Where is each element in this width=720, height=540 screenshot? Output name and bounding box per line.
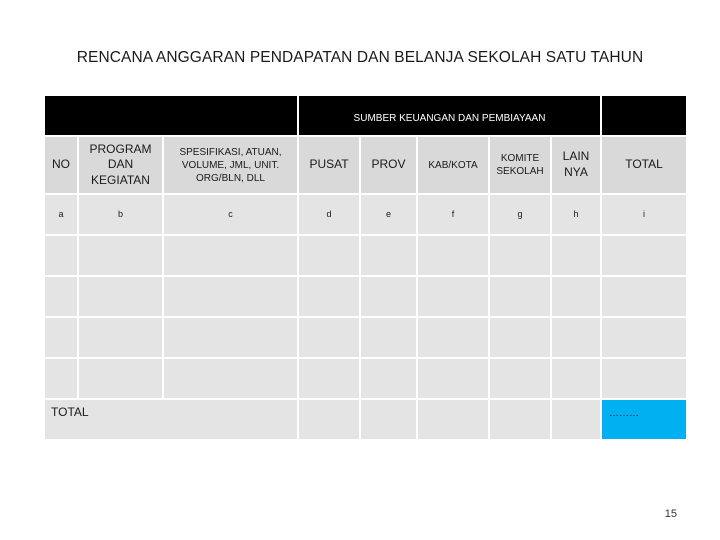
table-row-4-kabkota [418, 359, 488, 398]
total-row-prov [361, 400, 416, 439]
table-row-2-total [602, 277, 686, 316]
table-row-2-kabkota [418, 277, 488, 316]
table-row-3-kabkota [418, 318, 488, 357]
col-header-kabkota: KAB/KOTA [418, 137, 488, 193]
table-row-4-prov [361, 359, 416, 398]
letter-c: c [164, 195, 297, 234]
letter-b: b [79, 195, 162, 234]
table-row-2-pusat [299, 277, 359, 316]
table-row-1-kabkota [418, 236, 488, 275]
col-header-lainnya: LAIN NYA [552, 137, 600, 193]
col-header-no: NO [45, 137, 77, 193]
letter-d: d [299, 195, 359, 234]
table-row-1-program [79, 236, 162, 275]
table-row-1-komite [490, 236, 550, 275]
table-row-1-pusat [299, 236, 359, 275]
total-row-pusat [299, 400, 359, 439]
table-row-4-lainnya [552, 359, 600, 398]
col-header-prov: PROV [361, 137, 416, 193]
funding-sources-header: SUMBER KEUANGAN DAN PEMBIAYAAN [299, 96, 600, 135]
col-header-komite: KOMITE SEKOLAH [490, 137, 550, 193]
table-row-3-lainnya [552, 318, 600, 357]
table-row-3-program [79, 318, 162, 357]
table-row-4-no [45, 359, 77, 398]
table-row-3-total [602, 318, 686, 357]
total-row-komite [490, 400, 550, 439]
col-header-total: TOTAL [602, 137, 686, 193]
table-row-3-prov [361, 318, 416, 357]
table-row-4-spec [164, 359, 297, 398]
table-row-4-komite [490, 359, 550, 398]
page-title: RENCANA ANGGARAN PENDAPATAN DAN BELANJA SEKOLAH SATU TAHUN [76, 49, 644, 66]
table-row-3-komite [490, 318, 550, 357]
letter-h: h [552, 195, 600, 234]
table-row-4-total [602, 359, 686, 398]
table-row-2-program [79, 277, 162, 316]
total-row-lainnya [552, 400, 600, 439]
table-row-3-spec [164, 318, 297, 357]
total-row-kabkota [418, 400, 488, 439]
header-blank-left [45, 96, 297, 135]
table-row-2-lainnya [552, 277, 600, 316]
header-blank-right [602, 96, 686, 135]
table-row-1-lainnya [552, 236, 600, 275]
table-row-1-prov [361, 236, 416, 275]
table-row-1-no [45, 236, 77, 275]
table-row-1-total [602, 236, 686, 275]
letter-f: f [418, 195, 488, 234]
table-row-4-program [79, 359, 162, 398]
table-row-3-pusat [299, 318, 359, 357]
letter-g: g [490, 195, 550, 234]
col-header-spec: SPESIFIKASI, ATUAN, VOLUME, JML, UNIT. ORG/BLN, DLL [164, 137, 297, 193]
letter-e: e [361, 195, 416, 234]
total-row-value: ……… [602, 400, 686, 439]
letter-i: i [602, 195, 686, 234]
col-header-pusat: PUSAT [299, 137, 359, 193]
page-number: 15 [664, 508, 677, 520]
table-row-2-spec [164, 277, 297, 316]
table-row-2-prov [361, 277, 416, 316]
table-row-4-pusat [299, 359, 359, 398]
letter-a: a [45, 195, 77, 234]
table-row-1-spec [164, 236, 297, 275]
total-row-label: TOTAL [45, 400, 297, 439]
table-row-2-komite [490, 277, 550, 316]
table-row-3-no [45, 318, 77, 357]
table-row-2-no [45, 277, 77, 316]
col-header-program: PROGRAM DAN KEGIATAN [79, 137, 162, 193]
